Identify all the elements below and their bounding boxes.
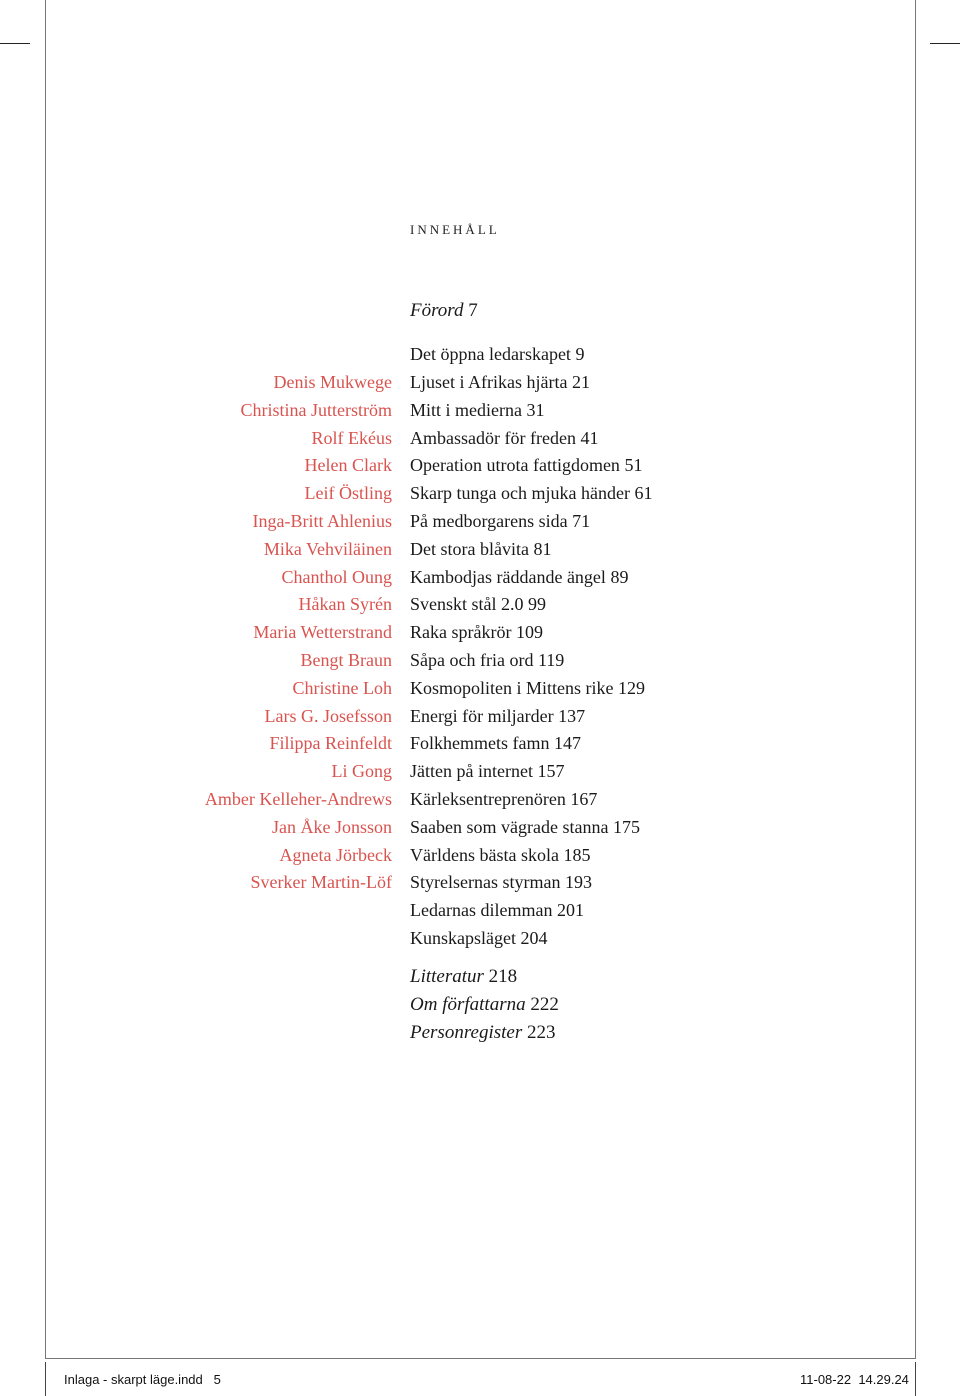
slug-filename: Inlaga - skarpt läge.indd 5	[64, 1372, 221, 1387]
chapter-title: Operation utrota fattigdomen 51	[410, 455, 643, 476]
toc-entry	[0, 567, 960, 595]
toc-entry	[0, 539, 960, 567]
toc-entry	[0, 678, 960, 706]
page-number: 61	[634, 483, 653, 504]
author-name: Leif Östling	[304, 483, 392, 504]
slug-divider	[915, 1362, 916, 1396]
page-number: 109	[515, 622, 543, 643]
page-number: 31	[526, 399, 545, 420]
chapter-title: Kambodjas räddande ängel 89	[410, 566, 629, 587]
chapter-title: Det öppna ledarskapet 9	[410, 344, 585, 364]
page-number: 81	[533, 538, 552, 559]
toc-entry	[0, 733, 960, 761]
page-number: 193	[564, 872, 592, 893]
page-number: 51	[624, 455, 643, 476]
author-name: Rolf Ekéus	[311, 427, 392, 448]
slug-timestamp: 11-08-22 14.29.24	[800, 1372, 909, 1387]
page-number: 147	[553, 733, 581, 754]
chapter-title: Folkhemmets famn 147	[410, 733, 581, 754]
toc-entry	[0, 483, 960, 511]
slug-divider	[45, 1362, 46, 1396]
toc-entry	[0, 928, 960, 956]
toc-entry	[0, 789, 960, 817]
chapter-title: Raka språkrör 109	[410, 622, 543, 643]
page-title: innehåll	[410, 218, 500, 239]
author-name: Inga-Britt Ahlenius	[252, 511, 392, 531]
author-name: Denis Mukwege	[273, 372, 392, 392]
page-number: 157	[537, 761, 565, 782]
toc-entry	[0, 761, 960, 789]
author-name: Christine Loh	[292, 677, 392, 698]
page-number: 129	[617, 677, 645, 698]
author-name: Sverker Martin-Löf	[250, 872, 392, 893]
page-number: 223	[526, 1022, 556, 1043]
author-name: Agneta Jörbeck	[279, 844, 392, 865]
chapter-title: Kärleksentreprenören 167	[410, 789, 598, 809]
author-name: Amber Kelleher-Andrews	[204, 789, 392, 809]
chapter-title: Såpa och fria ord 119	[410, 650, 565, 670]
author-name: Maria Wetterstrand	[253, 622, 392, 643]
author-name: Chanthol Oung	[281, 566, 392, 587]
chapter-title: Svenskt stål 2.0 99	[410, 594, 547, 615]
toc-entry	[0, 511, 960, 539]
chapter-title: På medborgarens sida 71	[410, 511, 591, 531]
crop-mark	[0, 43, 30, 44]
page-number: 89	[610, 566, 629, 587]
toc-entry	[0, 622, 960, 650]
page-number: 185	[563, 844, 591, 865]
toc-entry	[0, 900, 960, 928]
toc-entry	[0, 455, 960, 483]
appendix-entry: Personregister 223	[410, 1022, 556, 1043]
foreword-page: 7	[468, 300, 478, 321]
chapter-title: Ambassadör för freden 41	[410, 427, 599, 448]
toc-entry	[0, 872, 960, 900]
chapter-title: Mitt i medierna 31	[410, 399, 545, 420]
crop-mark	[930, 43, 960, 44]
toc-entry	[0, 428, 960, 456]
author-name: Jan Åke Jonsson	[272, 816, 392, 837]
toc-entry	[0, 845, 960, 873]
toc-entry	[0, 400, 960, 428]
author-name: Lars G. Josefsson	[264, 705, 392, 726]
page-number: 99	[528, 594, 547, 615]
chapter-title: Ledarnas dilemman 201	[410, 900, 584, 921]
page-number: 222	[530, 994, 559, 1015]
author-name: Helen Clark	[304, 455, 392, 476]
toc-entry	[0, 817, 960, 845]
chapter-title: Kosmopoliten i Mittens rike 129	[410, 677, 645, 698]
author-name: Håkan Syrén	[298, 594, 392, 615]
page-number: 218	[488, 966, 518, 987]
appendix-entry: Litteratur 218	[410, 966, 518, 987]
page-number: 137	[558, 705, 586, 726]
page-number: 175	[612, 816, 640, 837]
toc-entry	[0, 594, 960, 622]
chapter-title: Saaben som vägrade stanna 175	[410, 816, 640, 837]
author-name: Christina Jutterström	[240, 399, 392, 420]
page-number: 119	[537, 650, 565, 670]
foreword-entry	[410, 300, 478, 322]
toc-entry	[0, 650, 960, 678]
author-name: Filippa Reinfeldt	[269, 733, 392, 754]
page-number: 71	[572, 511, 591, 531]
page-number: 167	[570, 789, 598, 809]
chapter-title: Ljuset i Afrikas hjärta 21	[410, 372, 590, 392]
chapter-title: Världens bästa skola 185	[410, 844, 591, 865]
page-number: 41	[580, 427, 599, 448]
chapter-title: Skarp tunga och mjuka händer 61	[410, 483, 653, 504]
toc-entry	[0, 706, 960, 734]
chapter-title: Styrelsernas styrman 193	[410, 872, 592, 893]
chapter-title: Det stora blåvita 81	[410, 538, 552, 559]
intro-entry	[0, 344, 960, 372]
toc-entry	[0, 372, 960, 400]
page-number: 201	[556, 900, 584, 921]
foreword-title: Förord	[410, 300, 464, 321]
page-number: 21	[571, 372, 590, 392]
author-name: Mika Vehviläinen	[263, 538, 392, 559]
chapter-title: Jätten på internet 157	[410, 761, 565, 782]
print-slug	[0, 1362, 960, 1396]
page-number: 204	[520, 928, 548, 948]
author-name: Bengt Braun	[300, 650, 392, 670]
chapter-title: Kunskapsläget 204	[410, 928, 548, 948]
author-name: Li Gong	[331, 761, 392, 782]
chapter-title: Energi för miljarder 137	[410, 705, 586, 726]
appendix-entry: Om författarna 222	[410, 994, 559, 1015]
